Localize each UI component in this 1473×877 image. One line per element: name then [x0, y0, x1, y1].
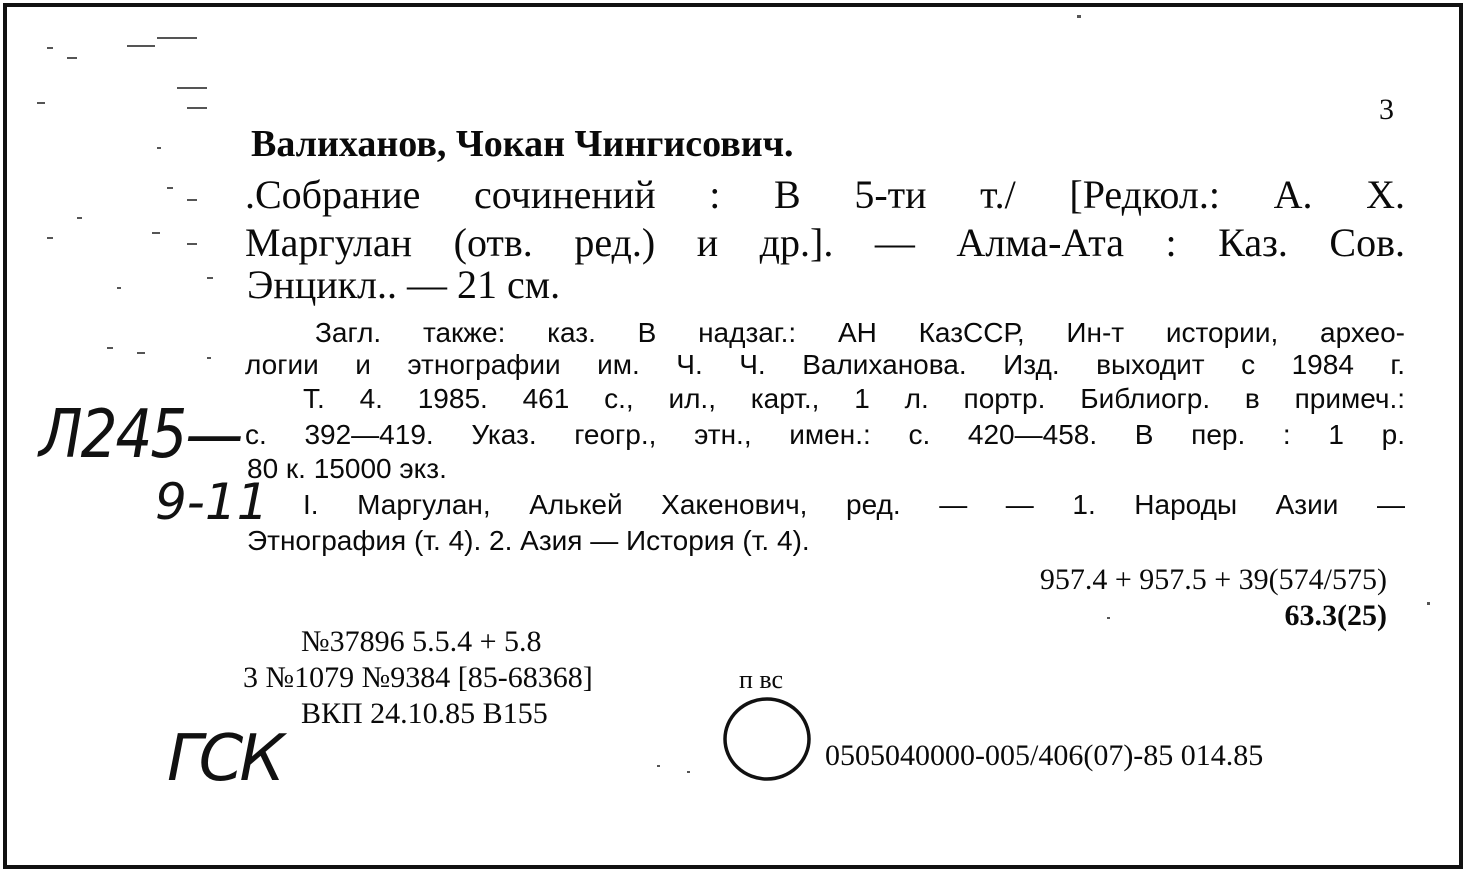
catalog-card — [3, 3, 1463, 869]
classification-index-2: 63.3(25) — [1284, 599, 1387, 632]
catalog-line-2: ВКП 24.10.85 В155 — [301, 697, 548, 730]
stamp-circle — [719, 693, 815, 785]
handwritten-initials: ГСК — [167, 722, 281, 796]
handwritten-shelf-mark-top: Л245— — [39, 394, 242, 474]
order-line: №37896 5.5.4 + 5.8 — [301, 625, 542, 658]
subject-line-2: Этнография (т. 4). 2. Азия — История (т. 4). — [247, 525, 810, 556]
author-heading: Валиханов, Чокан Чингисович. — [251, 123, 794, 165]
note-line-5: 80 к. 15000 экз. — [247, 453, 447, 484]
title-line-2: Маргулан (отв. ред.) и др.]. — Алма-Ата : Каз. Сов. — [245, 220, 1405, 265]
classification-index-1: 957.4 + 957.5 + 39(574/575) — [1039, 563, 1387, 596]
catalog-line-1-suffix: п вс — [739, 665, 784, 694]
note-line-2: логии и этнографии им. Ч. Ч. Валиханова. Изд. выходит с 1984 г. — [245, 349, 1405, 380]
note-line-4: с. 392—419. Указ. геогр., этн., имен.: с. 420—458. В пер. : 1 р. — [245, 419, 1405, 450]
catalog-line-1: 3 №1079 №9384 [85-68368] — [243, 661, 593, 694]
subject-line-1: I. Маргулан, Алькей Хакенович, ред. — — 1. Народы Азии — — [303, 489, 1405, 520]
title-line-3: Энцикл.. — 21 см. — [247, 262, 561, 307]
note-line-1: Загл. также: каз. В надзаг.: АН КазССР, Ин-т истории, архео- — [315, 317, 1405, 348]
handwritten-shelf-mark-bottom: 9-11 — [155, 473, 269, 531]
index-code: 0505040000-005/406(07)-85 014.85 — [825, 739, 1264, 772]
card-number: 3 — [1379, 93, 1394, 126]
note-line-3: Т. 4. 1985. 461 с., ил., карт., 1 л. портр. Библиогр. в примеч.: — [303, 383, 1405, 414]
title-line-1: .Собрание сочинений : В 5-ти т./ [Редкол.: А. Х. — [245, 172, 1405, 217]
